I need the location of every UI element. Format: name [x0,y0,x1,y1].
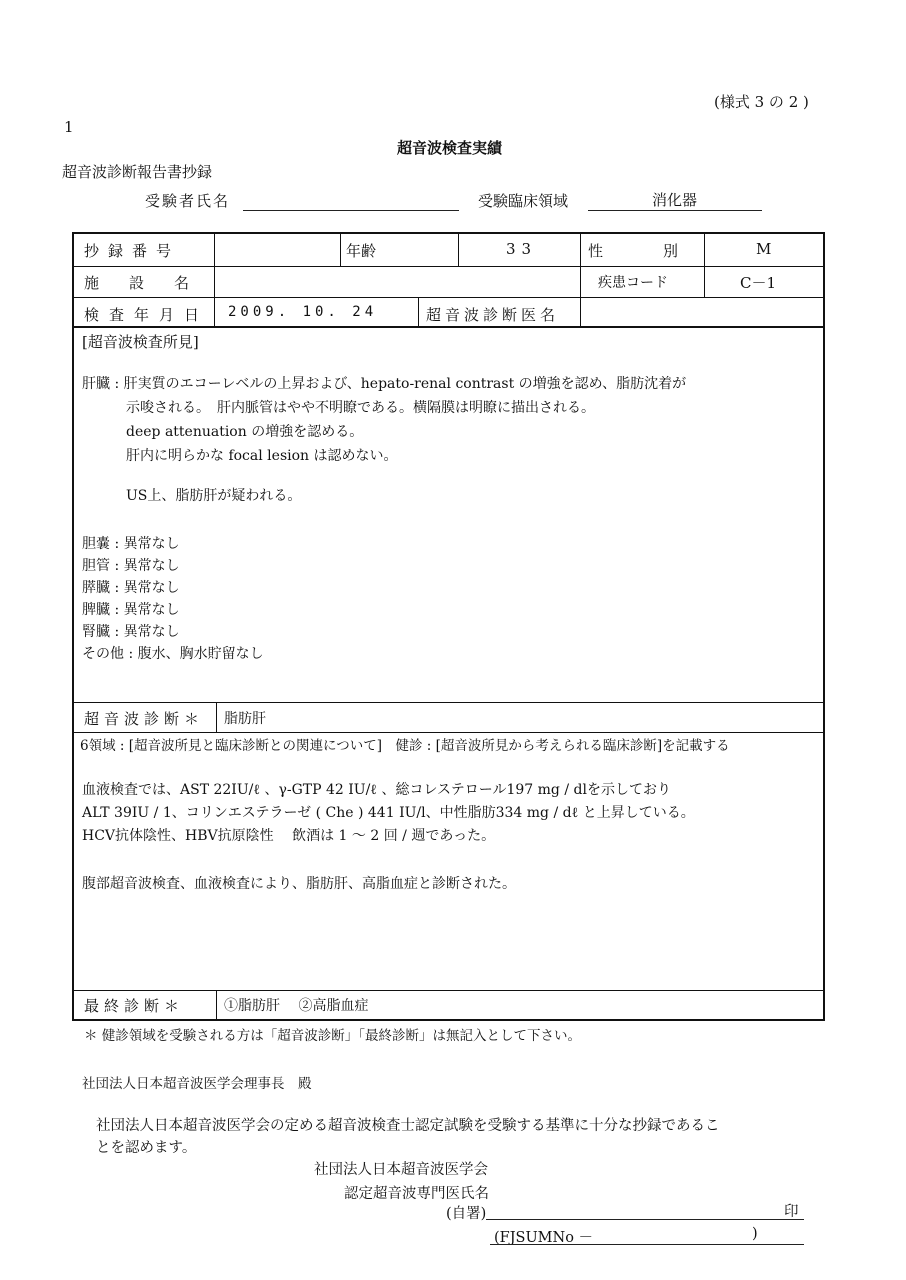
form-note: ＊ 健診領域を受験される方は「超音波診断」「最終診断」は無記入として下さい。 [84,1028,582,1044]
exam-date-label: 検査年月日 [84,306,210,324]
form-number: (様式 3 の 2 ) [714,93,809,111]
clinical-area-label: 受験臨床領域 [478,192,569,210]
seal-label: 印 [784,1204,799,1220]
organ-finding: その他 : 腹水、胸水貯留なし [82,646,264,662]
record-number-label: 抄録番号 [84,242,181,260]
sex-value: M [756,240,772,258]
correlation-conclusion: 腹部超音波検査、血液検査により、脂肪肝、高脂血症と診断された。 [82,876,516,892]
final-diagnosis-label: 最終診断＊ [84,997,185,1015]
doctor-label: 超音波診断医名 [426,306,560,324]
exam-date-value: 2009. 10. 24 [228,304,378,320]
disease-code-value: C－1 [740,274,777,292]
header-table [72,232,825,328]
signature-label: (自署) [446,1206,487,1222]
facility-label: 施設名 [84,274,220,292]
examinee-name-field[interactable] [243,210,459,211]
organ-finding: 膵臓 : 異常なし [82,580,180,596]
page-number: 1 [64,118,74,136]
page-title: 超音波検査実績 [397,139,503,157]
member-number-close: ) [752,1226,758,1242]
member-number-field[interactable] [490,1244,804,1245]
organ-finding: 胆嚢 : 異常なし [82,536,180,552]
us-diagnosis-label: 超音波診断＊ [84,710,205,728]
liver-finding-line: deep attenuation の増強を認める。 [126,424,364,440]
impression-text: US上、脂肪肝が疑われる。 [126,488,302,504]
age-label: 年齢 [346,242,377,260]
correlation-heading: 6領域 : [超音波所見と臨床診断との関連について] 健診 : [超音波所見から考えられる臨床診断]を記載する [80,738,730,754]
certification-text: 社団法人日本超音波医学会の定める超音波検査士認定試験を受験する基準に十分な抄録であるこ [96,1118,720,1134]
sex-label: 性別 [588,242,739,260]
organ-finding: 腎臓 : 異常なし [82,624,180,640]
specialist-label: 認定超音波専門医氏名 [344,1186,489,1202]
examinee-name-label: 受験者氏名 [145,192,231,210]
liver-finding-line: 示唆される。 肝内脈管はやや不明瞭である。横隔膜は明瞭に描出される。 [126,400,595,416]
clinical-area-field[interactable] [588,210,762,211]
us-diagnosis-value: 脂肪肝 [224,711,266,727]
org-name: 社団法人日本超音波医学会 [314,1162,488,1178]
lab-result-line: HCV抗体陰性、HBV抗原陰性 飲酒は 1 ～ 2 回 / 週であった。 [82,828,496,844]
certification-text: とを認めます。 [96,1140,197,1156]
lab-result-line: 血液検査では、AST 22IU/ℓ 、γ‐GTP 42 IU/ℓ 、総コレステロール197 mg / dlを示しており [82,782,671,798]
clinical-area-value: 消化器 [652,191,698,209]
liver-finding-line: 肝臓 : 肝実質のエコーレベルの上昇および、hepato-renal contrast の増強を認め、脂肪沈着が [82,376,687,392]
age-value: 33 [506,240,538,258]
findings-table [72,326,825,1021]
organ-finding: 脾臓 : 異常なし [82,602,180,618]
organ-finding: 胆管 : 異常なし [82,558,180,574]
disease-code-label: 疾患コード [598,275,668,291]
report-subtitle: 超音波診断報告書抄録 [62,163,213,181]
liver-finding-line: 肝内に明らかな focal lesion は認めない。 [126,448,398,464]
final-diagnosis-value: ①脂肪肝 ②高脂血症 [224,998,369,1014]
member-number-label: (FJSUMNo － [494,1230,594,1246]
lab-result-line: ALT 39IU / 1、コリンエステラーゼ ( Che ) 441 IU/l、中性脂肪334 mg / dℓ と上昇している。 [82,805,695,821]
findings-heading: [超音波検査所見] [82,333,199,351]
addressee: 社団法人日本超音波医学会理事長 殿 [82,1076,312,1092]
signature-field[interactable] [486,1219,804,1220]
